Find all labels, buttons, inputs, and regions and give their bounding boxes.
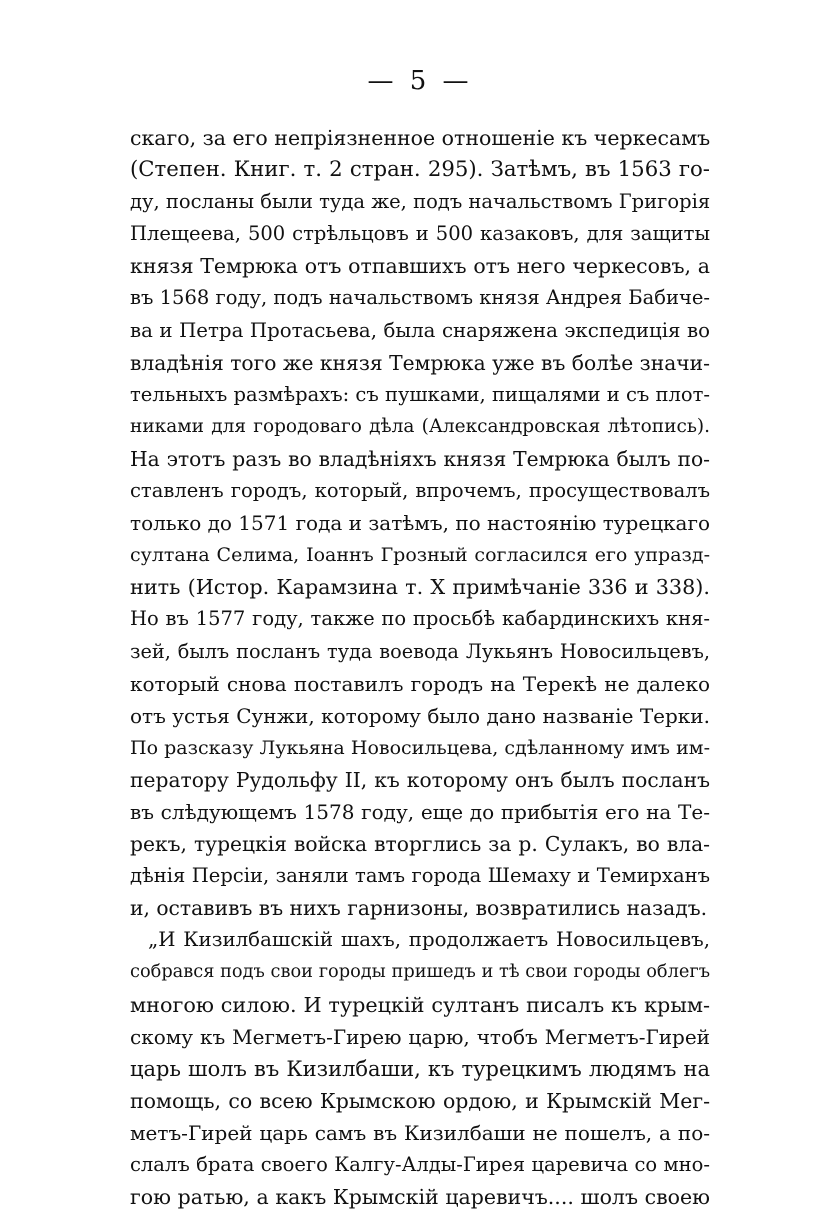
text-line: въ слѣдующемъ 1578 году, еще до прибытія его на Те- [130, 799, 710, 824]
text-line: метъ-Гирей царь самъ въ Кизилбаши не пошелъ, а по- [130, 1120, 710, 1145]
text-line: зей, былъ посланъ туда воевода Лукьянъ Новосильцевъ, [130, 639, 710, 663]
text-line: ставленъ городъ, который, впрочемъ, просуществовалъ [130, 479, 710, 503]
text-line: ва и Петра Протасьева, была снаряжена экспедиція во [130, 318, 710, 342]
text-line: собрався подъ свои городы пришедъ и тѣ свои городы облегъ [130, 962, 710, 983]
text-line: скаго, за его непріязненное отношеніе къ черкесамъ [130, 126, 710, 150]
text-line: Плещеева, 500 стрѣльцовъ и 500 казаковъ, для защиты [130, 222, 710, 246]
text-line: и, оставивъ въ нихъ гарнизоны, возвратились назадъ. [130, 896, 708, 921]
text-line: въ 1568 году, подъ начальствомъ князя Андрея Бабиче- [130, 286, 710, 310]
text-line: „И Кизилбашскій шахъ, продолжаетъ Новосильцевъ, [148, 928, 710, 952]
text-line: тельныхъ размѣрахъ: съ пушками, пищалями и съ плот- [130, 382, 710, 406]
text-line: царь шолъ въ Кизилбаши, къ турецкимъ людямъ на [130, 1056, 710, 1081]
text-line: только до 1571 года и затѣмъ, по настоянію турецкаго [130, 511, 710, 536]
text-line: многою силою. И турецкій султанъ писалъ къ крым- [130, 992, 710, 1017]
text-line: помощь, со всею Крымскою ордою, и Крымскій Мег- [130, 1088, 710, 1113]
text-line: ператору Рудольфу II, къ которому онъ былъ посланъ [130, 767, 710, 792]
text-line: слалъ брата своего Калгу-Алды-Гирея царевича со мно- [130, 1153, 710, 1176]
text-line: никами для городоваго дѣла (Александровская лѣтопись). [130, 415, 710, 437]
text-line: который снова поставилъ городъ на Терекѣ не далеко [130, 671, 710, 696]
body-text [130, 122, 710, 1213]
text-line: гою ратью, а какъ Крымскій царевичъ.... шолъ своею [130, 1185, 710, 1210]
text-line: рекъ, турецкія войска вторглись за р. Сулакъ, во вла- [130, 832, 710, 857]
page-number: — 5 — [367, 66, 473, 96]
text-line: скому къ Мегметъ-Гирею царю, чтобъ Мегметъ-Гирей [130, 1024, 710, 1049]
text-line: ду, посланы были туда же, подъ начальствомъ Григорія [130, 190, 710, 214]
text-line: На этотъ разъ во владѣніяхъ князя Темрюка былъ по- [130, 446, 710, 471]
text-line: отъ устья Сунжи, которому было дано названіе Терки. [130, 703, 710, 728]
text-line: владѣнія того же князя Темрюка уже въ болѣе значи- [130, 350, 710, 375]
text-line: дѣнія Персіи, заняли тамъ города Шемаху и Темирханъ [130, 864, 710, 888]
text-line: Но въ 1577 году, также по просьбѣ кабардинскихъ кня- [130, 607, 710, 631]
text-line: султана Селима, Іоаннъ Грозный согласился его упразд- [130, 544, 710, 567]
text-line: По разсказу Лукьяна Новосильцева, сдѣланному имъ им- [130, 736, 710, 759]
text-line: нить (Истор. Карамзина т. X примѣчаніе 336 и 338). [130, 575, 710, 600]
text-line: князя Темрюка отъ отпавшихъ отъ него черкесовъ, а [130, 254, 710, 279]
text-line: (Степен. Книг. т. 2 стран. 295). Затѣмъ, въ 1563 го- [130, 157, 710, 183]
